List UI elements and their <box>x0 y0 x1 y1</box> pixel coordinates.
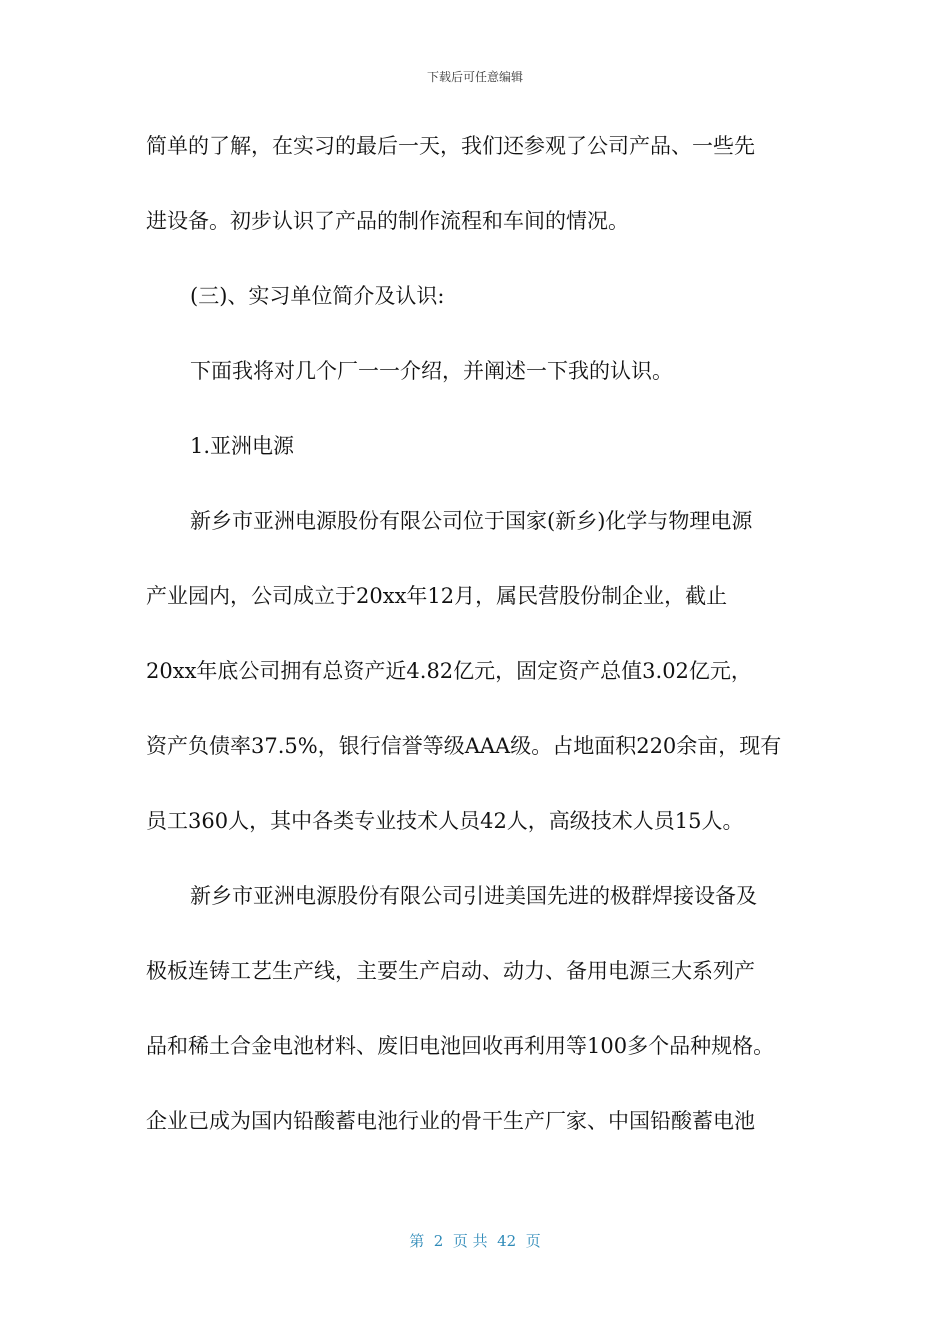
paragraph-line: 企业已成为国内铅酸蓄电池行业的骨干生产厂家、中国铅酸蓄电池 <box>146 1109 755 1133</box>
paragraph-line: 资产负债率37.5%，银行信誉等级AAA级。占地面积220余亩，现有 <box>146 734 782 758</box>
paragraph-line: 极板连铸工艺生产线，主要生产启动、动力、备用电源三大系列产 <box>146 959 755 983</box>
paragraph-line: 简单的了解，在实习的最后一天，我们还参观了公司产品、一些先 <box>146 134 755 158</box>
page-number-footer: 第 2 页 共 42 页 <box>409 1232 541 1250</box>
paragraph-line: 进设备。初步认识了产品的制作流程和车间的情况。 <box>146 209 629 233</box>
header-note: 下载后可任意编辑 <box>426 70 523 84</box>
paragraph-line: 下面我将对几个厂一一介绍，并阐述一下我的认识。 <box>190 359 673 383</box>
paragraph-line: 员工360人，其中各类专业技术人员42人，高级技术人员15人。 <box>146 809 744 833</box>
paragraph-line: 品和稀土合金电池材料、废旧电池回收再利用等100多个品种规格。 <box>146 1034 775 1058</box>
paragraph-line: 产业园内，公司成立于20xx年12月，属民营股份制企业，截止 <box>146 584 728 608</box>
section-heading: (三)、实习单位简介及认识: <box>190 284 445 308</box>
subsection-heading: 1.亚洲电源 <box>190 434 295 458</box>
paragraph-line: 20xx年底公司拥有总资产近4.82亿元，固定资产总值3.02亿元， <box>146 659 752 683</box>
paragraph-line: 新乡市亚洲电源股份有限公司位于国家(新乡)化学与物理电源 <box>190 509 753 533</box>
paragraph-line: 新乡市亚洲电源股份有限公司引进美国先进的极群焊接设备及 <box>190 884 757 908</box>
